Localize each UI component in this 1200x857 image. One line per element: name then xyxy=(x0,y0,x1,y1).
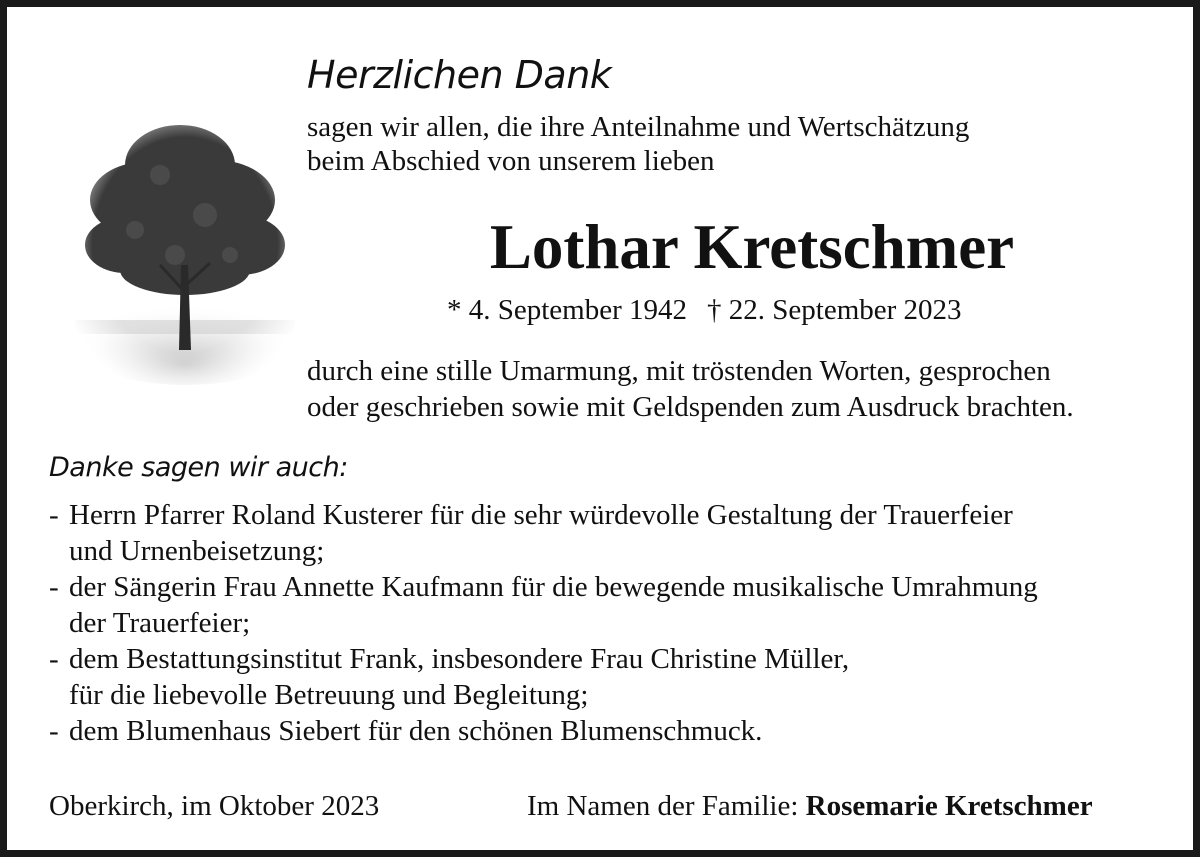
list-dash: - xyxy=(49,643,59,675)
thanks-list xyxy=(49,497,1169,749)
family-signature xyxy=(527,787,1093,825)
deceased-name: Lothar Kretschmer xyxy=(489,212,1015,282)
also-thanks-heading: Danke sagen wir auch: xyxy=(49,452,348,483)
tree-illustration xyxy=(65,105,305,385)
list-item xyxy=(49,641,1169,713)
gesture-text xyxy=(307,353,1074,425)
family-name: Rosemarie Kretschmer xyxy=(805,790,1093,822)
list-dash: - xyxy=(49,715,59,747)
intro-line: beim Abschied von unserem lieben xyxy=(307,145,715,177)
list-item-line: der Sängerin Frau Annette Kaufmann für die bewegende musikalische Umrahmung xyxy=(69,571,1038,603)
birth-date: * 4. September 1942 xyxy=(447,294,688,326)
life-dates xyxy=(447,291,982,329)
death-date: † 22. September 2023 xyxy=(707,294,962,326)
list-item xyxy=(49,713,1169,749)
list-item-line: der Trauerfeier; xyxy=(69,607,251,639)
list-item-line: Herrn Pfarrer Roland Kusterer für die sehr würdevolle Gestaltung der Trauerfeier xyxy=(69,499,1013,531)
list-item-line: dem Blumenhaus Siebert für den schönen Blumenschmuck. xyxy=(69,715,763,747)
list-dash: - xyxy=(49,571,59,603)
list-item-line: für die liebevolle Betreuung und Begleitung; xyxy=(69,679,589,711)
list-item-line: dem Bestattungsinstitut Frank, insbesondere Frau Christine Müller, xyxy=(69,643,850,675)
gesture-line: durch eine stille Umarmung, mit tröstenden Worten, gesprochen xyxy=(307,355,1051,387)
gesture-line: oder geschrieben sowie mit Geldspenden zum Ausdruck brachten. xyxy=(307,391,1074,423)
place-date: Oberkirch, im Oktober 2023 xyxy=(49,790,380,822)
intro-line: sagen wir allen, die ihre Anteilnahme und Wertschätzung xyxy=(307,111,970,143)
family-prefix: Im Namen der Familie: xyxy=(527,790,799,822)
list-dash: - xyxy=(49,499,59,531)
list-item xyxy=(49,497,1169,569)
intro-text xyxy=(307,110,969,178)
list-item-line: und Urnenbeisetzung; xyxy=(69,535,325,567)
list-item xyxy=(49,569,1169,641)
thanks-heading: Herzlichen Dank xyxy=(307,53,612,97)
